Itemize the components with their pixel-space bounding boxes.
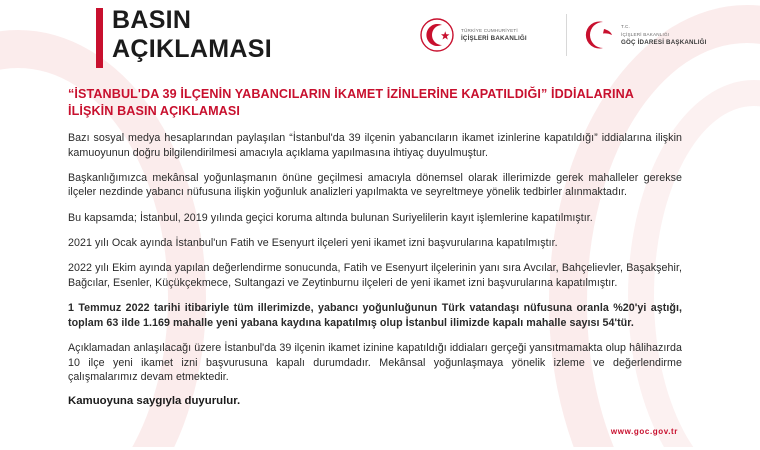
paragraph-4: 2021 yılı Ocak ayında İstanbul'un Fatih ve Esenyurt ilçeleri yeni ikamet izni başvurularına kapatılmıştır. (68, 237, 558, 250)
migration-management-logo (580, 18, 707, 52)
page-title-line2: AÇIKLAMASI (112, 35, 272, 63)
migration-logo-text (621, 23, 707, 47)
migration-logo-line0: T.C. (621, 24, 630, 29)
migration-logo-line3: BAŞKANLIĞI (666, 39, 707, 46)
paragraph-3: Bu kapsamda; İstanbul, 2019 yılında geçici koruma altında bulunan Suriyelilerin kayıt işlemlerine kapatılmıştır. (68, 211, 593, 224)
paragraph-6: 1 Temmuz 2022 tarihi itibariyle tüm illerimizde, yabancı yoğunluğunun Türk vatandaşı nüfusuna oranla %20'yi aştığı, toplam 63 ilde 1.169 mahalle yeni yabana kaydına kapatılmış olup İstanbul ilimizde kapalı mahalle sayısı 54'tür. (68, 302, 682, 329)
migration-logo-line2: GÖÇ İDARESİ (621, 39, 665, 46)
paragraph-5: 2022 yılı Ekim ayında yapılan değerlendirme sonucunda, Fatih ve Esenyurt ilçelerinin yanı sıra Avcılar, Bahçelievler, Başakşehir, Bağcılar, Esenler, Küçükçekmece, Sultangazi ve Zeytinburnu ilçeleri de yeni ikamet izni başvurularına kapatılmıştır. (68, 262, 682, 289)
turkish-flag-crescent-icon (420, 18, 454, 52)
paragraph-7: Açıklamadan anlaşılacağı üzere İstanbul'da 39 ilçenin ikamet izinine kapatıldığı iddiaları gerçeği yansıtmamakta olup hâlihazırda 10 ilçe yeni ikamet izni başvurusuna kapalı durumdadır. Mekânsal yoğunlaşmaya yönelik izleme ve değerlendirme çalışmalarımız devam etmektedir. (68, 342, 682, 384)
header-accent-bar (96, 8, 103, 68)
ministry-logo (420, 18, 527, 52)
document-body (68, 78, 682, 407)
paragraph-2: Başkanlığımızca mekânsal yoğunlaşmanın önüne geçilmesi amacıyla dönemsel olarak illerimizde gerek mahalleler gerekse ilçeler nezdinde yabancı nüfusuna ilişkin yoğunluk analizleri yapılmakta ve seyreltmeye yönelik tedbirler alınmaktadır. (68, 171, 682, 199)
migration-logo-line1: İÇİŞLERİ BAKANLIĞI (621, 32, 670, 37)
ministry-logo-line1: TÜRKİYE CUMHURİYETİ (461, 28, 518, 33)
paragraph-1: Bazı sosyal medya hesaplarından paylaşılan “İstanbul'da 39 ilçenin yabancıların ikamet izinlerine kapatıldığı” iddialarına ilişkin kamuoyunun doğru bilgilendirilmesi amacıyla açıklama yapılmasına ihtiyaç duyulmuştur. (68, 132, 682, 159)
migration-crescent-icon (580, 18, 614, 52)
logo-divider (566, 14, 567, 56)
ministry-logo-line2: İÇİŞLERİ BAKANLIĞI (461, 35, 527, 42)
document-header (0, 0, 760, 78)
closing-statement: Kamuoyuna saygıyla duyurulur. (68, 394, 241, 407)
page-title (112, 6, 272, 64)
press-release-title: “İSTANBUL'DA 39 İLÇENİN YABANCILARIN İKAMET İZİNLERİNE KAPATILDIĞI” İDDİALARINA İLİŞKİN BASIN AÇIKLAMASI (68, 87, 634, 118)
website-url[interactable]: www.goc.gov.tr (610, 427, 678, 436)
ministry-logo-text (461, 27, 527, 43)
page-title-line1: BASIN (112, 6, 192, 34)
